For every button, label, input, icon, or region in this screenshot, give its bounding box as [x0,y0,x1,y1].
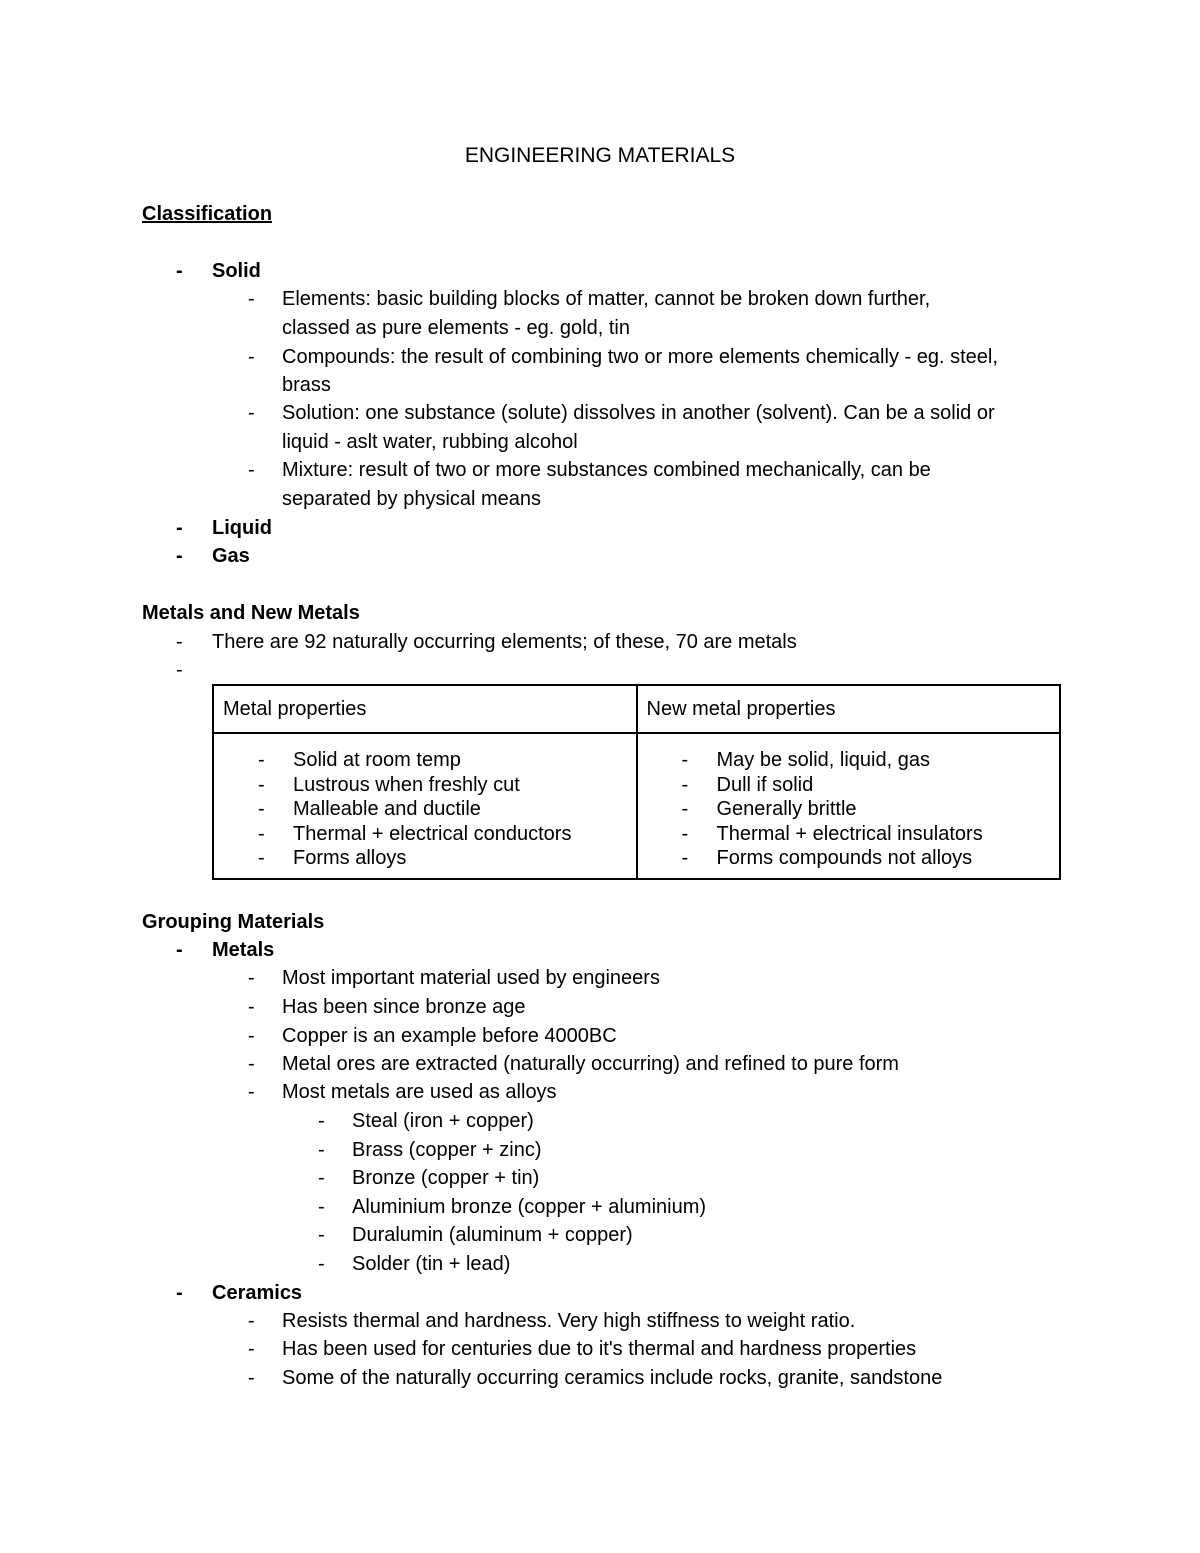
ceramics-label: Ceramics [212,1282,303,1304]
metals-label: Metals [212,939,275,961]
bullet-dash: - [248,1053,255,1075]
bullet-dash: - [176,1282,183,1304]
bullet-dash: - [176,631,183,653]
grouping-heading: Grouping Materials [142,911,325,933]
metals-item: Copper is an example before 4000BC [282,1025,617,1047]
bullet-dash: - [318,1253,325,1275]
metal-properties-table [212,684,1061,880]
new-metal-properties-cell [637,733,1061,879]
bullet-dash: - [318,1167,325,1189]
bullet-dash: - [248,1367,255,1389]
classification-heading: Classification [142,203,273,225]
solution-line-1: Solution: one substance (solute) dissolves in another (solvent). Can be a solid or [282,402,995,424]
bullet-dash: - [248,346,255,368]
bullet-dash: - [176,939,183,961]
ceramics-item: Resists thermal and hardness. Very high stiffness to weight ratio. [282,1310,856,1332]
metal-properties-cell [213,733,637,879]
list-item: - Solid at room temp [258,749,461,771]
metal-properties-header: Metal properties [213,685,637,733]
bullet-dash: - [176,659,183,681]
new-metal-properties-header: New metal properties [637,685,1061,733]
list-item: - Forms alloys [258,847,407,870]
alloy-item: Bronze (copper + tin) [352,1167,540,1189]
bullet-dash: - [248,459,255,481]
list-item: - May be solid, liquid, gas [681,749,930,771]
bullet-dash: - [248,1338,255,1360]
list-item: - Generally brittle [681,798,857,821]
alloy-item: Brass (copper + zinc) [352,1139,542,1161]
bullet-dash: - [248,402,255,424]
bullet-dash: - [176,545,183,567]
alloy-item: Duralumin (aluminum + copper) [352,1224,633,1246]
elements-line-2: classed as pure elements - eg. gold, tin [282,317,630,339]
list-item: - Lustrous when freshly cut [258,773,520,796]
bullet-dash: - [248,1025,255,1047]
ceramics-item: Has been used for centuries due to it's thermal and hardness properties [282,1338,917,1360]
bullet-dash: - [248,1081,255,1103]
liquid-label: Liquid [212,517,272,539]
solution-line-2: liquid - aslt water, rubbing alcohol [282,431,578,453]
gas-label: Gas [212,545,250,567]
compounds-line-1: Compounds: the result of combining two or more elements chemically - eg. steel, [282,346,998,368]
list-item: - Thermal + electrical conductors [258,822,572,845]
bullet-dash: - [248,1310,255,1332]
metals-item-1: There are 92 naturally occurring elements; of these, 70 are metals [212,631,797,653]
metals-item: Most important material used by engineers [282,967,660,989]
bullet-dash: - [318,1196,325,1218]
metals-item: Most metals are used as alloys [282,1081,557,1103]
bullet-dash: - [318,1139,325,1161]
bullet-dash: - [176,517,183,539]
list-item: - Thermal + electrical insulators [681,822,983,845]
bullet-dash: - [318,1224,325,1246]
list-item: - Dull if solid [681,773,814,796]
bullet-dash: - [318,1110,325,1132]
list-item: - Malleable and ductile [258,798,481,821]
alloy-item: Steal (iron + copper) [352,1110,534,1132]
solid-label: Solid [212,260,261,282]
compounds-line-2: brass [282,374,331,396]
bullet-dash: - [176,260,183,282]
elements-line-1: Elements: basic building blocks of matter, cannot be broken down further, [282,288,931,310]
alloy-item: Solder (tin + lead) [352,1253,511,1275]
metals-item: Has been since bronze age [282,996,526,1018]
page-title: ENGINEERING MATERIALS [464,144,736,167]
metals-item: Metal ores are extracted (naturally occurring) and refined to pure form [282,1053,899,1075]
mixture-line-1: Mixture: result of two or more substances combined mechanically, can be [282,459,931,481]
metals-heading: Metals and New Metals [142,602,360,624]
list-item: - Forms compounds not alloys [681,847,973,870]
alloy-item: Aluminium bronze (copper + aluminium) [352,1196,707,1218]
ceramics-item: Some of the naturally occurring ceramics include rocks, granite, sandstone [282,1367,943,1389]
bullet-dash: - [248,996,255,1018]
bullet-dash: - [248,288,255,310]
bullet-dash: - [248,967,255,989]
mixture-line-2: separated by physical means [282,488,542,510]
